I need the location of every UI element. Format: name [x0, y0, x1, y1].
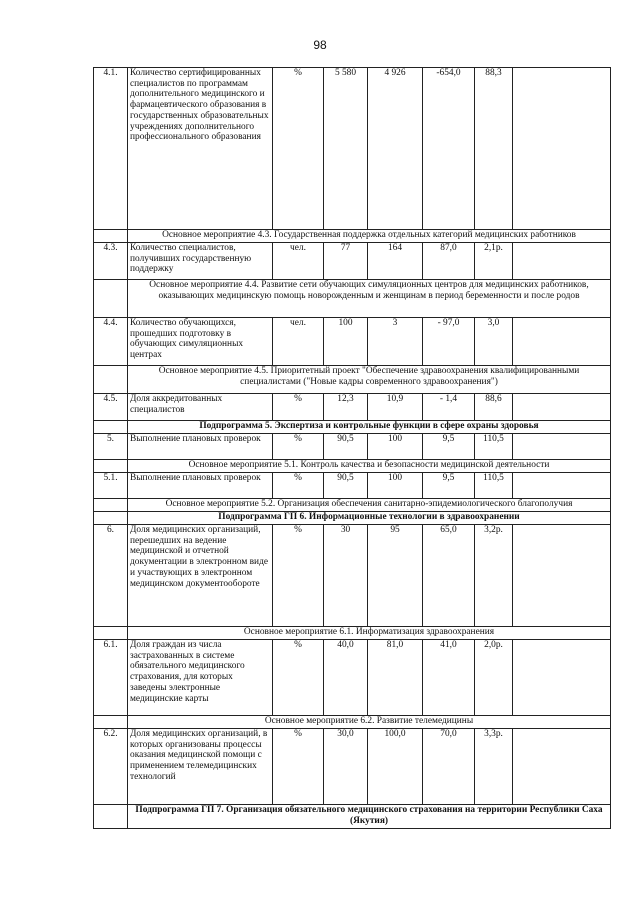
note [513, 243, 611, 280]
subprogram-title: Подпрограмма ГП 6. Информационные технологии в здравоохранении [128, 512, 611, 525]
percent: 88,3 [475, 68, 513, 230]
percent: 2,1р. [475, 243, 513, 280]
plan-value: 90,5 [324, 434, 368, 460]
empty-cell [94, 627, 128, 640]
actual-value: 4 926 [368, 68, 423, 230]
subprogram-row [94, 512, 611, 525]
unit: % [273, 68, 324, 230]
note [513, 68, 611, 230]
deviation: 65,0 [423, 525, 475, 627]
plan-value: 90,5 [324, 473, 368, 499]
empty-cell [94, 366, 128, 394]
actual-value: 100 [368, 473, 423, 499]
indicator-name: Выполнение плановых проверок [128, 473, 273, 499]
indicators-table [93, 67, 611, 829]
deviation: 9,5 [423, 473, 475, 499]
table-row [94, 434, 611, 460]
percent: 110,5 [475, 473, 513, 499]
activity-title: Основное мероприятие 6.2. Развитие телемедицины [128, 716, 611, 729]
section-row [94, 280, 611, 318]
row-number: 6.2. [94, 729, 128, 805]
row-number: 6. [94, 525, 128, 627]
table-row [94, 729, 611, 805]
deviation: 41,0 [423, 640, 475, 716]
row-number: 4.4. [94, 318, 128, 366]
activity-title: Основное мероприятие 6.1. Информатизация здравоохранения [128, 627, 611, 640]
empty-cell [94, 716, 128, 729]
empty-cell [94, 512, 128, 525]
subprogram-row [94, 805, 611, 829]
empty-cell [94, 460, 128, 473]
plan-value: 77 [324, 243, 368, 280]
row-number: 6.1. [94, 640, 128, 716]
actual-value: 10,9 [368, 394, 423, 421]
subprogram-title: Подпрограмма 5. Экспертиза и контрольные функции в сфере охраны здоровья [128, 421, 611, 434]
row-number: 4.3. [94, 243, 128, 280]
indicator-name: Количество специалистов, получивших государственную поддержку [128, 243, 273, 280]
section-row [94, 366, 611, 394]
percent: 88,6 [475, 394, 513, 421]
plan-value: 12,3 [324, 394, 368, 421]
note [513, 318, 611, 366]
actual-value: 95 [368, 525, 423, 627]
table-row [94, 525, 611, 627]
page-number: 98 [313, 38, 327, 52]
table-row [94, 243, 611, 280]
row-number: 5. [94, 434, 128, 460]
actual-value: 81,0 [368, 640, 423, 716]
plan-value: 30,0 [324, 729, 368, 805]
deviation: 70,0 [423, 729, 475, 805]
row-number: 4.1. [94, 68, 128, 230]
unit: % [273, 640, 324, 716]
note [513, 394, 611, 421]
unit: % [273, 434, 324, 460]
note [513, 525, 611, 627]
note [513, 640, 611, 716]
indicator-name: Количество сертифицированных специалистов по программам дополнительного медицинского и фармацевтического образования в государственных образовательных учреждениях дополнительного профессионального образования [128, 68, 273, 230]
deviation: - 97,0 [423, 318, 475, 366]
percent: 3,0 [475, 318, 513, 366]
actual-value: 3 [368, 318, 423, 366]
section-row [94, 230, 611, 243]
deviation: - 1,4 [423, 394, 475, 421]
percent: 110,5 [475, 434, 513, 460]
unit: чел. [273, 243, 324, 280]
deviation: 87,0 [423, 243, 475, 280]
unit: % [273, 525, 324, 627]
table-row [94, 318, 611, 366]
unit: чел. [273, 318, 324, 366]
unit: % [273, 729, 324, 805]
activity-title: Основное мероприятие 5.2. Организация обеспечения санитарно-эпидемиологического благополучия [128, 499, 611, 512]
table-row [94, 640, 611, 716]
activity-title: Основное мероприятие 4.4. Развитие сети обучающих симуляционных центров для медицинских работников, оказывающих медицинскую помощь новорожденным и женщинам в период беременности и после родов [128, 280, 611, 318]
activity-title: Основное мероприятие 4.3. Государственная поддержка отдельных категорий медицинских работников [128, 230, 611, 243]
actual-value: 164 [368, 243, 423, 280]
percent: 3,2р. [475, 525, 513, 627]
indicator-name: Доля медицинских организаций, перешедших на ведение медицинской и отчетной документации в электронном виде и участвующих в электронном медицинском документообороте [128, 525, 273, 627]
row-number: 5.1. [94, 473, 128, 499]
table-row [94, 68, 611, 230]
section-row [94, 627, 611, 640]
activity-title: Основное мероприятие 4.5. Приоритетный проект "Обеспечение здравоохранения квалифицированными специалистами ("Новые кадры современного здравоохранения") [128, 366, 611, 394]
plan-value: 30 [324, 525, 368, 627]
indicator-name: Количество обучающихся, прошедших подготовку в обучающих симуляционных центрах [128, 318, 273, 366]
unit: % [273, 394, 324, 421]
empty-cell [94, 280, 128, 318]
plan-value: 40,0 [324, 640, 368, 716]
unit: % [273, 473, 324, 499]
empty-cell [94, 805, 128, 829]
plan-value: 5 580 [324, 68, 368, 230]
indicator-name: Доля граждан из числа застрахованных в системе обязательного медицинского страхования, для которых заведены электронные медицинские карты [128, 640, 273, 716]
row-number: 4.5. [94, 394, 128, 421]
note [513, 434, 611, 460]
subprogram-title: Подпрограмма ГП 7. Организация обязательного медицинского страхования на территории Республики Саха (Якутия) [128, 805, 611, 829]
empty-cell [94, 421, 128, 434]
note [513, 729, 611, 805]
empty-cell [94, 499, 128, 512]
indicator-name: Доля аккредитованных специалистов [128, 394, 273, 421]
table-row [94, 473, 611, 499]
deviation: 9,5 [423, 434, 475, 460]
indicator-name: Доля медицинских организаций, в которых организованы процессы оказания медицинской помощи с применением телемедицинских технологий [128, 729, 273, 805]
empty-cell [94, 230, 128, 243]
indicator-name: Выполнение плановых проверок [128, 434, 273, 460]
section-row [94, 460, 611, 473]
section-row [94, 716, 611, 729]
table-row [94, 394, 611, 421]
percent: 2,0р. [475, 640, 513, 716]
subprogram-row [94, 421, 611, 434]
activity-title: Основное мероприятие 5.1. Контроль качества и безопасности медицинской деятельности [128, 460, 611, 473]
actual-value: 100,0 [368, 729, 423, 805]
plan-value: 100 [324, 318, 368, 366]
section-row [94, 499, 611, 512]
actual-value: 100 [368, 434, 423, 460]
deviation: -654,0 [423, 68, 475, 230]
percent: 3,3р. [475, 729, 513, 805]
note [513, 473, 611, 499]
